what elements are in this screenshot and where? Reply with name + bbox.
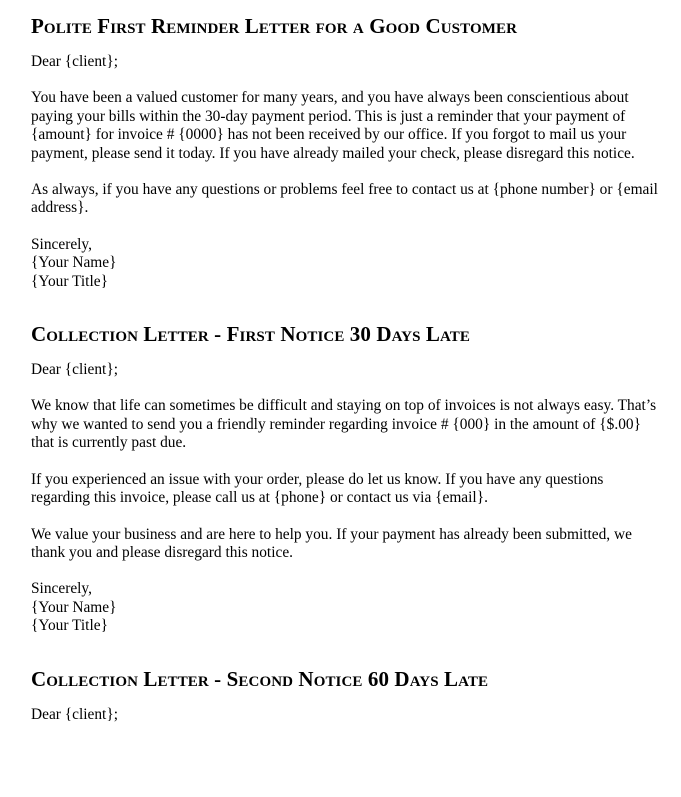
signature-block <box>31 236 659 291</box>
signer-name: {Your Name} <box>31 598 117 616</box>
section-heading: Collection Letter - Second Notice 60 Days Late <box>31 666 489 691</box>
signature-block <box>31 580 659 635</box>
body-paragraph: We value your business and are here to help you. If your payment has already been submitted, we thank you and please disregard this notice. <box>31 525 632 561</box>
signer-title: {Your Title} <box>31 272 108 290</box>
salutation: Dear {client}; <box>31 361 118 379</box>
document-page <box>31 14 659 724</box>
body-paragraph: You have been a valued customer for many years, and you have always been conscientious about paying your bills within the 30-day payment period. This is just a reminder that your payment of {amount} for invoice # {0000} has not been received by our office. If you forgot to mail us your payment, please send it today. If you have already mailed your check, please disregard this notice. <box>31 89 635 162</box>
letter-section-second-notice <box>31 667 659 724</box>
closing: Sincerely, <box>31 580 92 598</box>
signer-name: {Your Name} <box>31 254 117 272</box>
salutation: Dear {client}; <box>31 53 118 70</box>
signer-title: {Your Title} <box>31 617 108 635</box>
body-paragraph: We know that life can sometimes be difficult and staying on top of invoices is not always easy. That’s why we wanted to send you a friendly reminder regarding invoice # {000} in the amount of {$.00} that is currently past due. <box>31 397 657 452</box>
salutation: Dear {client}; <box>31 705 118 723</box>
section-heading: Polite First Reminder Letter for a Good Customer <box>31 14 518 38</box>
closing: Sincerely, <box>31 235 92 253</box>
section-heading: Collection Letter - First Notice 30 Days Late <box>31 322 471 347</box>
letter-section-polite-reminder <box>31 14 659 291</box>
body-paragraph: As always, if you have any questions or problems feel free to contact us at {phone number} or {email address}. <box>31 181 658 217</box>
letter-section-first-notice <box>31 322 659 635</box>
body-paragraph: If you experienced an issue with your order, please do let us know. If you have any questions regarding this invoice, please call us at {phone} or contact us via {email}. <box>31 470 604 507</box>
